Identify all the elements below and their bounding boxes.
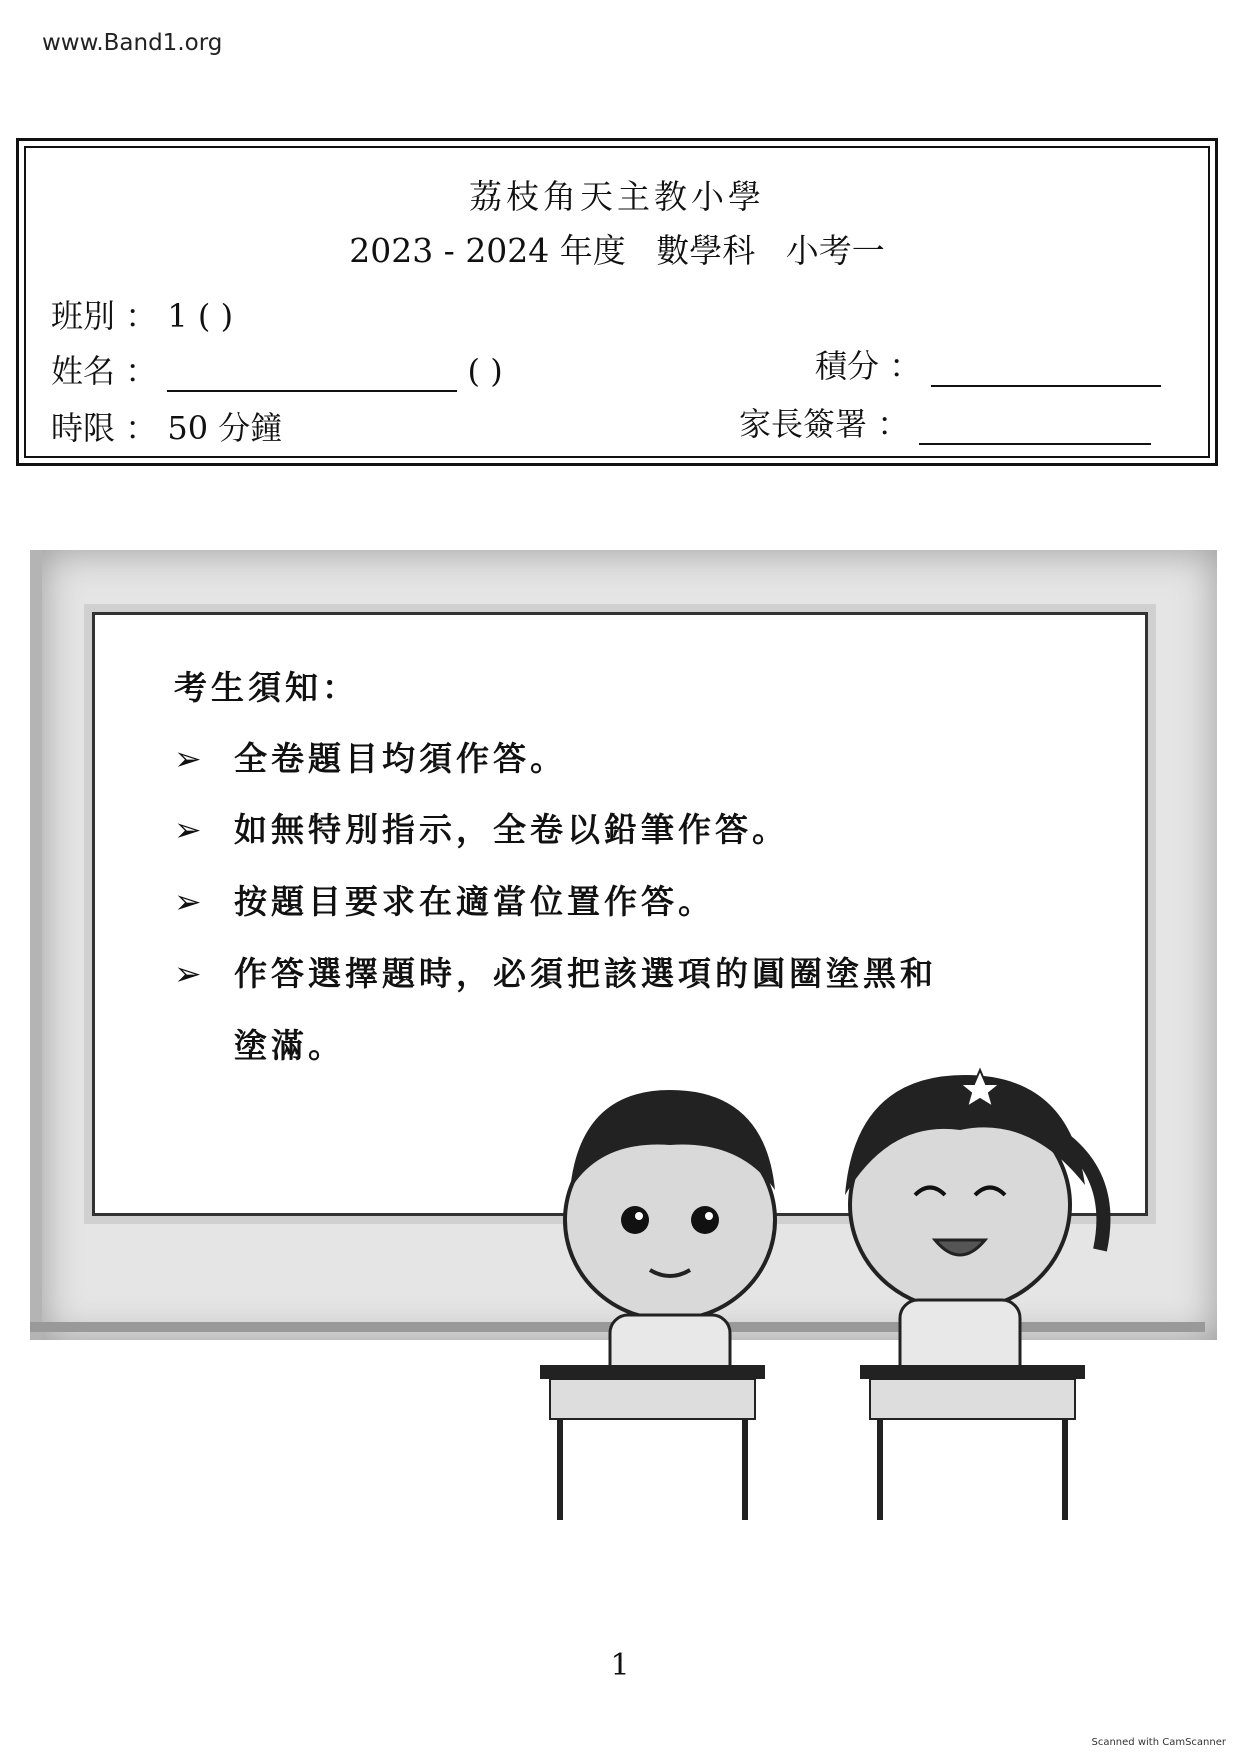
rule-item (174, 948, 937, 995)
subject-name: 數學科 (656, 231, 756, 270)
notice-title: 考生須知： (174, 668, 359, 707)
school-name: 荔枝角天主教小學 (469, 177, 765, 216)
class-label: 班別 (51, 297, 116, 335)
name-colon: ： (125, 352, 158, 390)
exam-name: 小考一 (785, 231, 885, 270)
girl-figure (845, 1070, 1103, 1385)
time-label: 時限 (51, 409, 116, 447)
rule-item (174, 733, 567, 780)
signature-blank[interactable] (919, 407, 1151, 445)
signature-field (739, 399, 1151, 445)
rule-text: 按題目要求在適當位置作答。 (234, 882, 715, 921)
rule-item (174, 804, 789, 851)
rule-text: 全卷題目均須作答。 (234, 739, 567, 778)
name-blank[interactable] (167, 354, 457, 392)
arrow-bullet-icon: ➢ (174, 954, 206, 993)
time-colon: ： (125, 409, 158, 447)
school-year: 2023 - 2024 年度 (349, 231, 626, 270)
class-value: 1 ( ) (167, 297, 234, 335)
class-field (51, 291, 233, 337)
exam-header-box (16, 138, 1218, 466)
desks (540, 1365, 1085, 1520)
arrow-bullet-icon: ➢ (174, 739, 206, 778)
boy-figure (565, 1090, 775, 1395)
class-number-paren: ( ) (467, 352, 503, 390)
time-value: 50 分鐘 (167, 409, 283, 447)
arrow-bullet-icon: ➢ (174, 810, 206, 849)
rule-continuation: 塗滿。 (234, 1026, 345, 1065)
name-field (51, 346, 503, 392)
score-blank[interactable] (931, 349, 1161, 387)
rule-text: 如無特別指示，全卷以鉛筆作答。 (234, 810, 789, 849)
scanner-note: Scanned with CamScanner (1091, 1737, 1226, 1748)
rule-item (174, 876, 715, 923)
score-field (815, 341, 1161, 387)
score-colon: ： (889, 347, 922, 385)
name-label: 姓名 (51, 352, 116, 390)
arrow-bullet-icon: ➢ (174, 882, 206, 921)
students-at-desks-illustration (540, 1020, 1160, 1540)
class-colon: ： (125, 297, 158, 335)
signature-label: 家長簽署 (739, 405, 868, 443)
exam-title (19, 225, 1215, 272)
page-number: 1 (610, 1648, 630, 1683)
watermark-url: www.Band1.org (42, 30, 223, 56)
time-field (51, 403, 282, 449)
rule-text: 作答選擇題時，必須把該選項的圓圈塗黑和 (234, 954, 937, 993)
signature-colon: ： (877, 405, 910, 443)
score-label: 積分 (815, 347, 880, 385)
